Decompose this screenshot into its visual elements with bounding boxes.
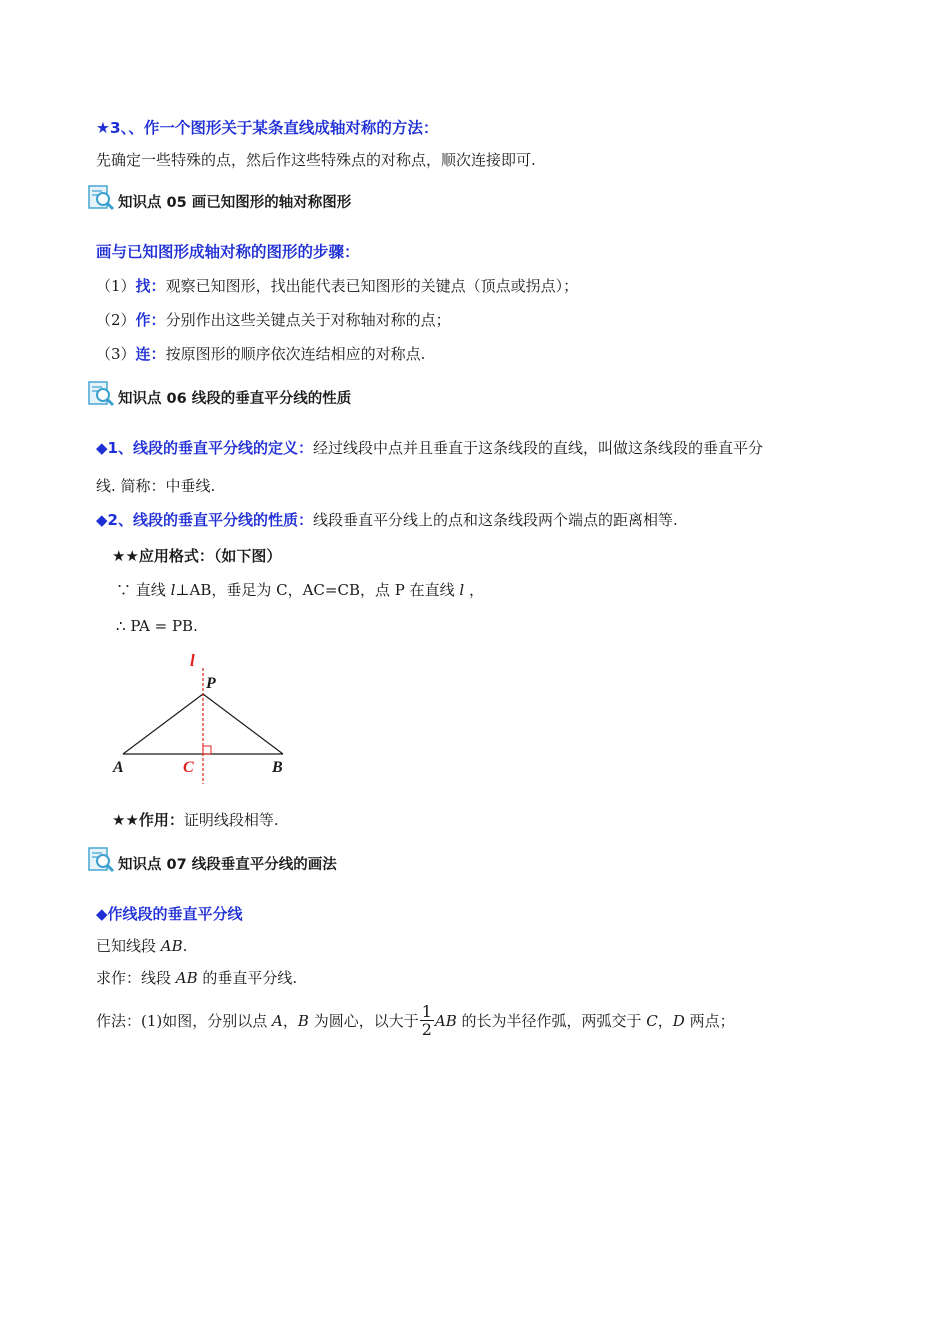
k06-use <box>112 810 279 830</box>
line-l: l <box>170 581 176 599</box>
k05-step-2 <box>96 310 451 330</box>
perpendicular-bisector-figure <box>108 650 298 786</box>
k05-step-3 <box>96 344 425 364</box>
magnifier-doc-icon <box>88 380 116 408</box>
label-c: C <box>183 759 194 776</box>
segment-ab-label: AB <box>434 1012 457 1030</box>
method-text-d: 两点； <box>684 1012 735 1030</box>
fraction-numerator: 1 <box>421 1001 432 1021</box>
segment-pa <box>123 694 203 754</box>
step-number: （1） <box>96 277 136 295</box>
step-text: 分别作出这些关键点关于对称轴对称的点； <box>165 311 451 329</box>
because-text-b: ⊥AB，垂足为 C，AC=CB，点 P 在直线 <box>175 581 460 599</box>
separator: ， <box>282 1012 298 1030</box>
k07-subtitle: ◆作线段的垂直平分线 <box>96 905 243 923</box>
because-text-a: 直线 <box>131 581 171 599</box>
k07-required <box>96 968 297 988</box>
property-label: ◆2、线段的垂直平分线的性质： <box>96 511 313 529</box>
k07-method-step-1 <box>96 1001 735 1040</box>
k06-heading <box>88 376 351 408</box>
definition-label: ◆1、线段的垂直平分线的定义： <box>96 439 313 457</box>
step-text: 按原图形的顺序依次连结相应的对称点. <box>165 345 426 363</box>
k06-heading-text: 知识点 06 线段的垂直平分线的性质 <box>118 391 352 407</box>
point-a: A <box>272 1012 283 1030</box>
k05-step-1 <box>96 276 578 296</box>
k05-heading-text: 知识点 05 画已知图形的轴对称图形 <box>118 195 352 211</box>
fraction-denominator: 2 <box>421 1019 432 1039</box>
point-d: D <box>672 1012 685 1030</box>
label-p: P <box>206 675 216 692</box>
because-text-c: ， <box>464 581 484 599</box>
segment-pb <box>203 694 283 754</box>
use-label: ★★作用： <box>112 811 184 829</box>
line-l: l <box>459 581 465 599</box>
step-keyword: 作： <box>135 311 166 329</box>
given-text: 已知线段 <box>96 937 161 955</box>
label-l: l <box>190 651 195 670</box>
k06-because <box>116 580 484 600</box>
step-keyword: 找： <box>135 277 166 295</box>
therefore-text: PA = PB. <box>125 617 198 635</box>
section-3-body: 先确定一些特殊的点，然后作这些特殊点的对称点，顺次连接即可. <box>96 151 536 169</box>
method-text-b: 为圆心，以大于 <box>308 1012 419 1030</box>
separator: ， <box>657 1012 673 1030</box>
because-symbol: ∵ <box>116 581 132 599</box>
method-text-a: 作法：(1)如图，分别以点 <box>96 1012 273 1030</box>
method-text-c: 的长为半径作弧，两弧交于 <box>456 1012 647 1030</box>
magnifier-doc-icon <box>88 846 116 874</box>
k05-subtitle: 画与已知图形成轴对称的图形的步骤： <box>96 243 360 261</box>
label-b: B <box>272 759 283 776</box>
segment-ab-label: AB <box>160 937 183 955</box>
step-keyword: 连： <box>135 345 166 363</box>
k07-given <box>96 936 187 956</box>
k07-heading-text: 知识点 07 线段垂直平分线的画法 <box>118 857 337 873</box>
k05-heading <box>88 180 351 212</box>
step-number: （3） <box>96 345 136 363</box>
step-text: 观察已知图形，找出能代表已知图形的关键点（顶点或拐点）； <box>165 277 579 295</box>
definition-text: 经过线段中点并且垂直于这条线段的直线，叫做这条线段的垂直平分 <box>312 439 763 457</box>
use-text: 证明线段相等. <box>183 811 279 829</box>
label-a: A <box>113 759 124 776</box>
fraction-one-half <box>420 1003 434 1038</box>
k06-format-label: ★★应用格式：（如下图） <box>112 547 282 565</box>
k06-property <box>96 510 678 530</box>
therefore-symbol: ∴ <box>116 617 126 635</box>
required-end: 的垂直平分线. <box>197 969 298 987</box>
section-3-title: ★3、、作一个图形关于某条直线成轴对称的方法： <box>96 119 439 137</box>
segment-ab-label: AB <box>175 969 198 987</box>
k06-therefore <box>116 616 198 636</box>
k07-heading <box>88 842 337 874</box>
k06-definition <box>96 438 763 458</box>
step-number: （2） <box>96 311 136 329</box>
required-text: 求作：线段 <box>96 969 176 987</box>
property-text: 线段垂直平分线上的点和这条线段两个端点的距离相等. <box>312 511 678 529</box>
k06-definition-cont: 线. 简称：中垂线. <box>96 477 216 495</box>
point-c: C <box>646 1012 658 1030</box>
given-end: . <box>182 937 188 955</box>
magnifier-doc-icon <box>88 184 116 212</box>
point-b: B <box>297 1012 309 1030</box>
right-angle-mark <box>203 746 211 754</box>
